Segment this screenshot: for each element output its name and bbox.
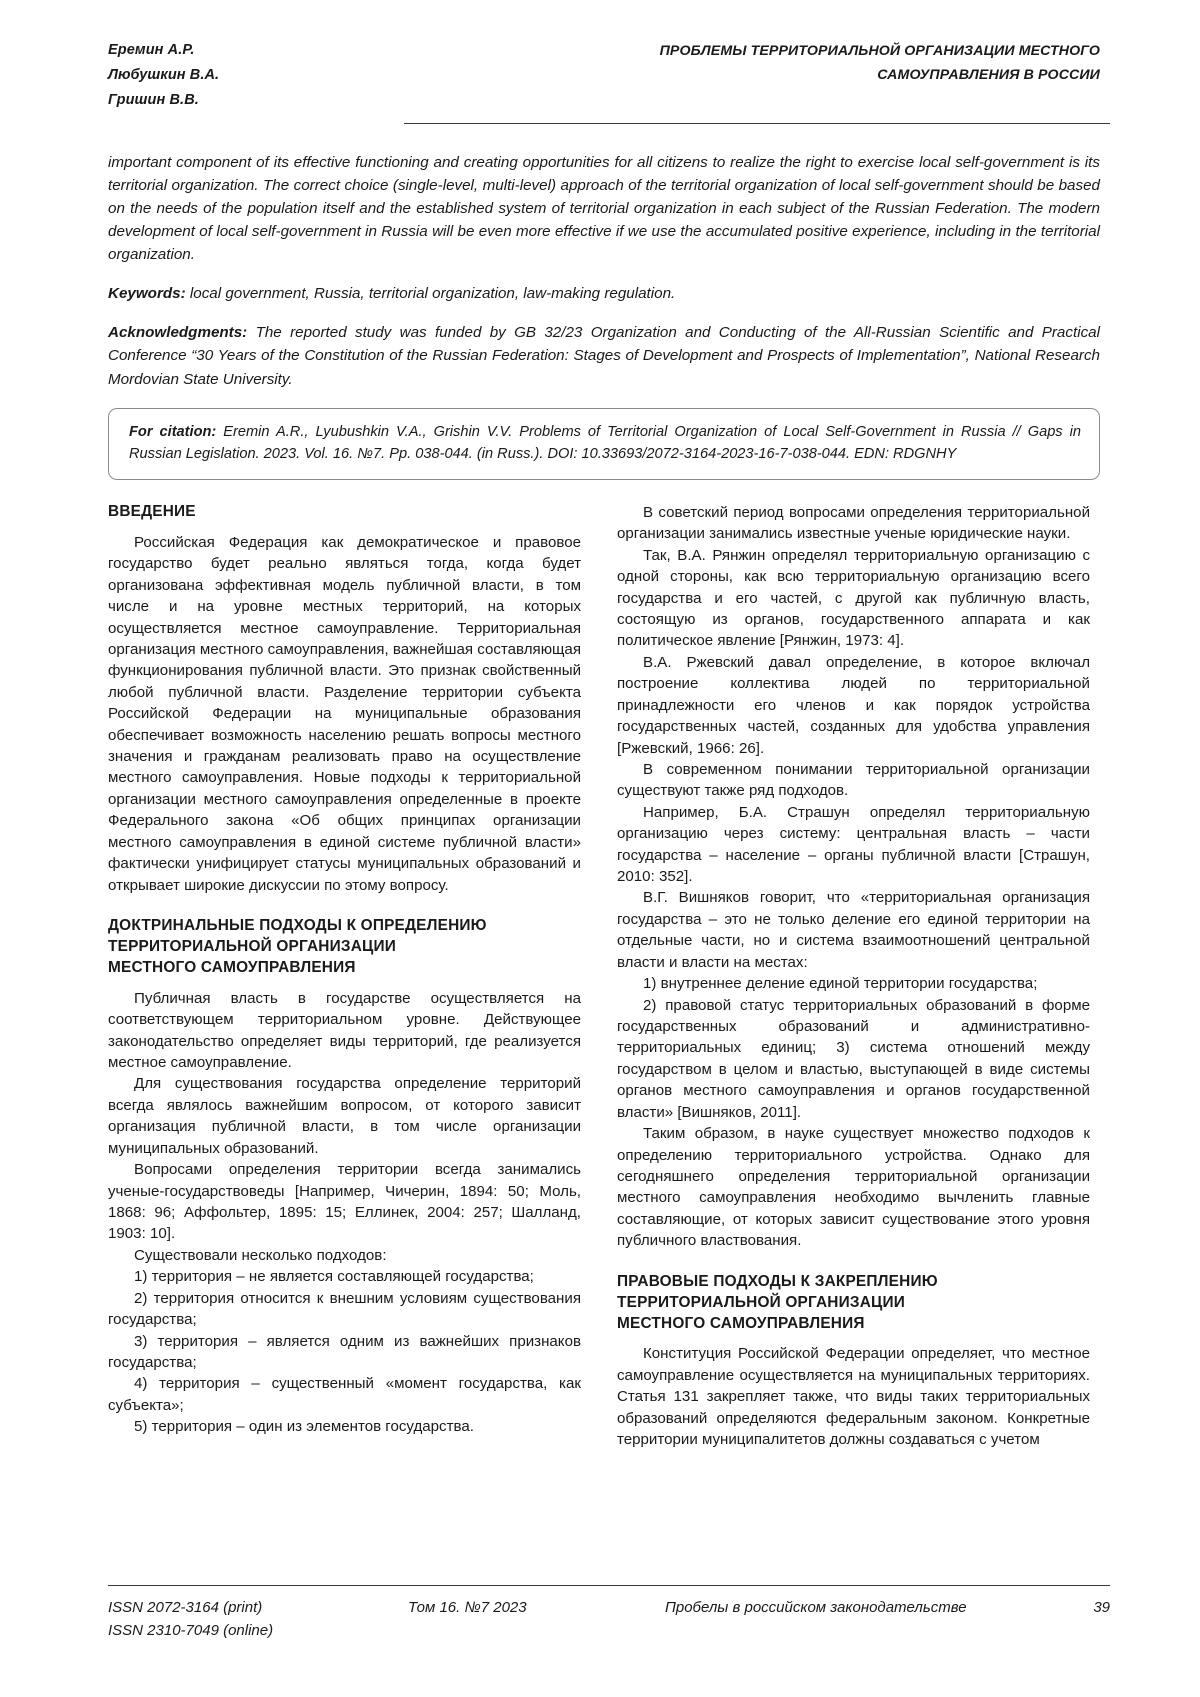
article-title-line-1: ПРОБЛЕМЫ ТЕРРИТОРИАЛЬНОЙ ОРГАНИЗАЦИИ МЕСТНОГО [659, 43, 1100, 59]
paragraph: Вопросами определения территории всегда занимались ученые-государствоведы [Например, Чичерин, 1894: 50; Моль, 1868: 96; Аффольтер, 1895: 15; Еллинек, 2004: 257; Шалланд, 1903: 10]. [108, 1161, 581, 1243]
author-3: Гришин В.В. [108, 91, 199, 108]
header-divider [108, 119, 1100, 131]
left-column [108, 502, 581, 1451]
author-2: Любушкин В.А. [108, 66, 220, 83]
issn-print: ISSN 2072-3164 (print) [108, 1599, 263, 1616]
paragraph: Для существования государства определение территорий всегда являлось важнейшим вопросом, от которого зависит организация публичной власти, в том числе организации муниципальных образований. [108, 1075, 581, 1157]
paragraph: В советский период вопросами определения территориальной организации занимались известные ученые юридические науки. [617, 503, 1090, 543]
author-list [108, 38, 219, 113]
abstract-text: important component of its effective functioning and creating opportunities for all citizens to realize the right to exercise local self-government is its territorial organization. The correct choice (single-level, multi-level) approach of the territorial organization of local self-government should be based on the needs of the population itself and the established system of territorial organization in each subject of the Russian Federation. The modern development of local self-government in Russia will be even more effective if we use the accumulated positive experience, including in the territorial organization. [108, 153, 1100, 264]
volume-info: Том 16. №7 2023 [408, 1599, 527, 1616]
paragraph: Российская Федерация как демократическое и правовое государство будет реально являться тогда, когда будет организована эффективная модель публичной власти, в том числе и на уровне местных территорий, на которых осуществляется местное самоуправление. Территориальная организация местного самоуправления, важнейшая составляющая функционирования публичной власти. Это признак свойственный любой публичной власти. Разделение территории субъекта Российской Федерации на муниципальные образования обеспечивает возможность населению решать вопросы местного значения и гражданам реализовать право на осуществление местного самоуправления. Новые подходы к территориальной организации местного самоуправления определенные в проекте Федерального закона «Об общих принципах организации местного самоуправления в единой системе публичной власти» фактически унифицирует статусы муниципальных образований и открывает широкие дискуссии по этому вопросу. [108, 533, 581, 894]
heading-line-1: ПРАВОВЫЕ ПОДХОДЫ К ЗАКРЕПЛЕНИЮ [617, 1272, 938, 1290]
section-heading-introduction: ВВЕДЕНИЕ [108, 502, 196, 520]
acknowledgments-block [108, 321, 1100, 390]
issn-block [108, 1597, 408, 1642]
keywords-label: Keywords: [108, 285, 186, 303]
list-item: 1) территория – не является составляющей государства; [134, 1268, 534, 1286]
paragraph: В.Г. Вишняков говорит, что «территориальная организация государства – это не только деление его единой территории на отдельные части, но и система взаимоотношений центральной власти и власти на местах: [617, 889, 1090, 971]
page-header [108, 38, 1100, 119]
author-1: Еремин А.Р. [108, 42, 195, 58]
paragraph: Например, Б.А. Страшун определял территориальную организацию через систему: центральная власть – части государства – население – органы публичной власти [Страшун, 2010: 352]. [617, 803, 1090, 886]
list-item: 3) территория – является одним из важнейших признаков государства; [108, 1332, 581, 1371]
list-item: 1) внутреннее деление единой территории государства; [643, 975, 1038, 993]
paragraph: В современном понимании территориальной организации существуют также ряд подходов. [617, 760, 1090, 800]
article-title-line-2: САМОУПРАВЛЕНИЯ В РОССИИ [877, 67, 1100, 84]
heading-line-3: МЕСТНОГО САМОУПРАВЛЕНИЯ [108, 958, 356, 976]
heading-line-2: ТЕРРИТОРИАЛЬНОЙ ОРГАНИЗАЦИИ [108, 937, 396, 955]
acknowledgments-text: The reported study was funded by GB 32/23 Organization and Conducting of the All-Russian Scientific and Practical Conference “30 Years of the Constitution of the Russian Federation: Stages of Development and Prospects of Implementation”, National Research Mordovian State University. [108, 324, 1100, 388]
citation-text: Eremin A.R., Lyubushkin V.A., Grishin V.V. Problems of Territorial Organization of Local Self-Government in Russia // Gaps in Russian Legislation. 2023. Vol. 16. №7. Pp. 038-044. (in Russ.). DOI: 10.33693/2072-3164-2023-16-7-038-044. EDN: RDGNHY [129, 423, 1081, 463]
heading-line-3: МЕСТНОГО САМОУПРАВЛЕНИЯ [617, 1314, 865, 1332]
list-item: 4) территория – существенный «момент государства, как субъекта»; [108, 1375, 581, 1414]
heading-line-1: ДОКТРИНАЛЬНЫЕ ПОДХОДЫ К ОПРЕДЕЛЕНИЮ [108, 916, 487, 934]
body-columns [108, 502, 1100, 1451]
journal-name: Пробелы в российском законодательстве [665, 1599, 967, 1616]
paragraph: Конституция Российской Федерации определяет, что местное самоуправление осуществляется на муниципальных территориях. Статья 131 закрепляет также, что виды таких территориальных образований определяются федеральным законом. Конкретные территории муниципалитетов должны создаваться с учетом [617, 1345, 1090, 1449]
acknowledgments-label: Acknowledgments: [108, 324, 248, 342]
paragraph: В.А. Ржевский давал определение, в которое включал построение коллектива людей по территориальной принадлежности его членов и как порядок устройства государственных частей, созданных для удобства управления [Ржевский, 1966: 26]. [617, 653, 1090, 757]
list-item: 2) территория относится к внешним условиям существования государства; [108, 1289, 581, 1329]
paragraph: Существовали несколько подходов: [134, 1246, 387, 1264]
citation-box [108, 408, 1100, 480]
list-item: 2) правовой статус территориальных образований в форме государственных образований и административно-территориальных единиц; 3) система отношений между государством в целом и властью, выступающей в виде системы органов местного самоуправления и органов государственной власти» [Вишняков, 2011]. [617, 996, 1090, 1121]
footer-divider [108, 1585, 1110, 1586]
paragraph: Публичная власть в государстве осуществляется на соответствующем территориальном уровне. Действующее законодательство определяет виды территорий, где реализуется местное самоуправление. [108, 989, 581, 1072]
list-item: 5) территория – один из элементов государства. [134, 1418, 474, 1436]
right-column [617, 502, 1090, 1451]
keywords-block [108, 282, 1100, 305]
citation-label: For citation: [129, 423, 217, 440]
keywords-text: local government, Russia, territorial organization, law-making regulation. [185, 285, 676, 303]
paragraph: Таким образом, в науке существует множество подходов к определению территориального устройства. Однако для сегодняшнего определения территориальной организации местного самоуправления необходимо вычленить главные составляющие, от которых зависит существование этого уровня публичного властвования. [617, 1125, 1090, 1250]
section-heading-legal-approaches [617, 1272, 1090, 1335]
article-title [660, 38, 1100, 88]
page-number: 39 [1093, 1599, 1110, 1616]
issn-online: ISSN 2310-7049 (online) [108, 1621, 274, 1639]
heading-line-2: ТЕРРИТОРИАЛЬНОЙ ОРГАНИЗАЦИИ [617, 1293, 905, 1311]
section-heading-doctrinal-approaches [108, 916, 581, 979]
page-footer [108, 1597, 1110, 1642]
paragraph: Так, В.А. Рянжин определял территориальную организацию с одной стороны, как всю территориальную организацию всего государства и его частей, с другой как публичную власть, состоящую из органов, государственного аппарата и как политическое явление [Рянжин, 1973: 4]. [617, 546, 1090, 650]
